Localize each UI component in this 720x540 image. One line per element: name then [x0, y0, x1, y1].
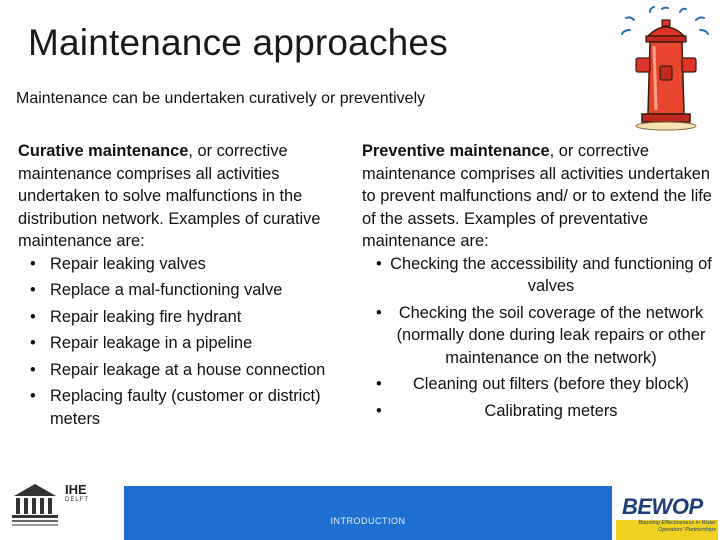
ihe-delft-logo [8, 478, 124, 540]
list-item: • Replace a mal-functioning valve [30, 281, 283, 299]
curative-maintenance-column [18, 140, 348, 430]
preventive-lead-bold: Preventive maintenance [362, 142, 550, 160]
list-item: • Replacing faulty (customer or district) meters [30, 387, 321, 428]
list-item: • Calibrating meters [376, 401, 618, 420]
list-item-text: Repair leakage in a pipeline [50, 334, 253, 352]
list-item: • Repair leakage at a house connection [30, 360, 326, 379]
list-item: • Repair leakage in a pipeline [30, 334, 253, 352]
list-item: • Cleaning out filters (before they block) [376, 375, 690, 393]
list-item-text: Checking the soil coverage of the network (normally done during leak repairs or other maintenance on the network) [396, 303, 706, 367]
slide-subtitle: Maintenance can be undertaken curatively or preventively [16, 90, 426, 107]
preventive-examples-list [362, 253, 712, 423]
slide-title: Maintenance approaches [28, 22, 448, 63]
ihe-logo-subtext: DELFT [65, 497, 90, 503]
list-item: • Checking the accessibility and functioning of valves [376, 254, 712, 295]
list-item-text: Replacing faulty (customer or district) meters [50, 387, 321, 428]
list-item: • Repair leaking fire hydrant [30, 307, 242, 326]
fire-hydrant-icon [620, 6, 712, 132]
footer-bar [124, 486, 612, 540]
bewop-logo-text: BEWOP [622, 494, 703, 519]
ihe-logo-text: IHE [65, 482, 87, 497]
list-item-text: Replace a mal-functioning valve [50, 281, 283, 299]
curative-intro [18, 140, 348, 253]
list-item-text: Repair leakage at a house connection [50, 360, 326, 379]
preventive-lead-text: , or corrective maintenance comprises all activities undertaken to prevent malfunctions and/ or to extend the life of the assets. Examples of preventative maintenance are: [362, 142, 712, 250]
bewop-logo [614, 492, 720, 540]
list-item-text: Cleaning out filters (before they block) [412, 375, 690, 393]
list-item-text: Repair leaking fire hydrant [50, 307, 242, 326]
footer-label: INTRODUCTION [330, 516, 406, 526]
list-item: • Repair leaking valves [30, 254, 206, 273]
curative-lead-bold: Curative maintenance [18, 142, 189, 160]
list-item-text: Repair leaking valves [50, 254, 206, 273]
preventive-intro [362, 140, 712, 253]
curative-examples-list-extra [18, 385, 348, 430]
curative-examples-list [18, 253, 348, 382]
bewop-tagline: Boosting Effectiveness in Water Operators' Partnerships [616, 520, 718, 540]
list-item: • Checking the soil coverage of the network (normally done during leak repairs or other maintenance on the network) [376, 303, 706, 367]
list-item-text: Calibrating meters [484, 401, 618, 420]
preventive-maintenance-column [362, 140, 712, 422]
unesco-temple-icon [10, 482, 60, 528]
curative-lead-text: , or corrective maintenance comprises all activities undertaken to solve malfunctions in the distribution network. Examples of curative maintenance are: [18, 142, 321, 250]
list-item-text: Checking the accessibility and functioning of valves [390, 254, 712, 295]
